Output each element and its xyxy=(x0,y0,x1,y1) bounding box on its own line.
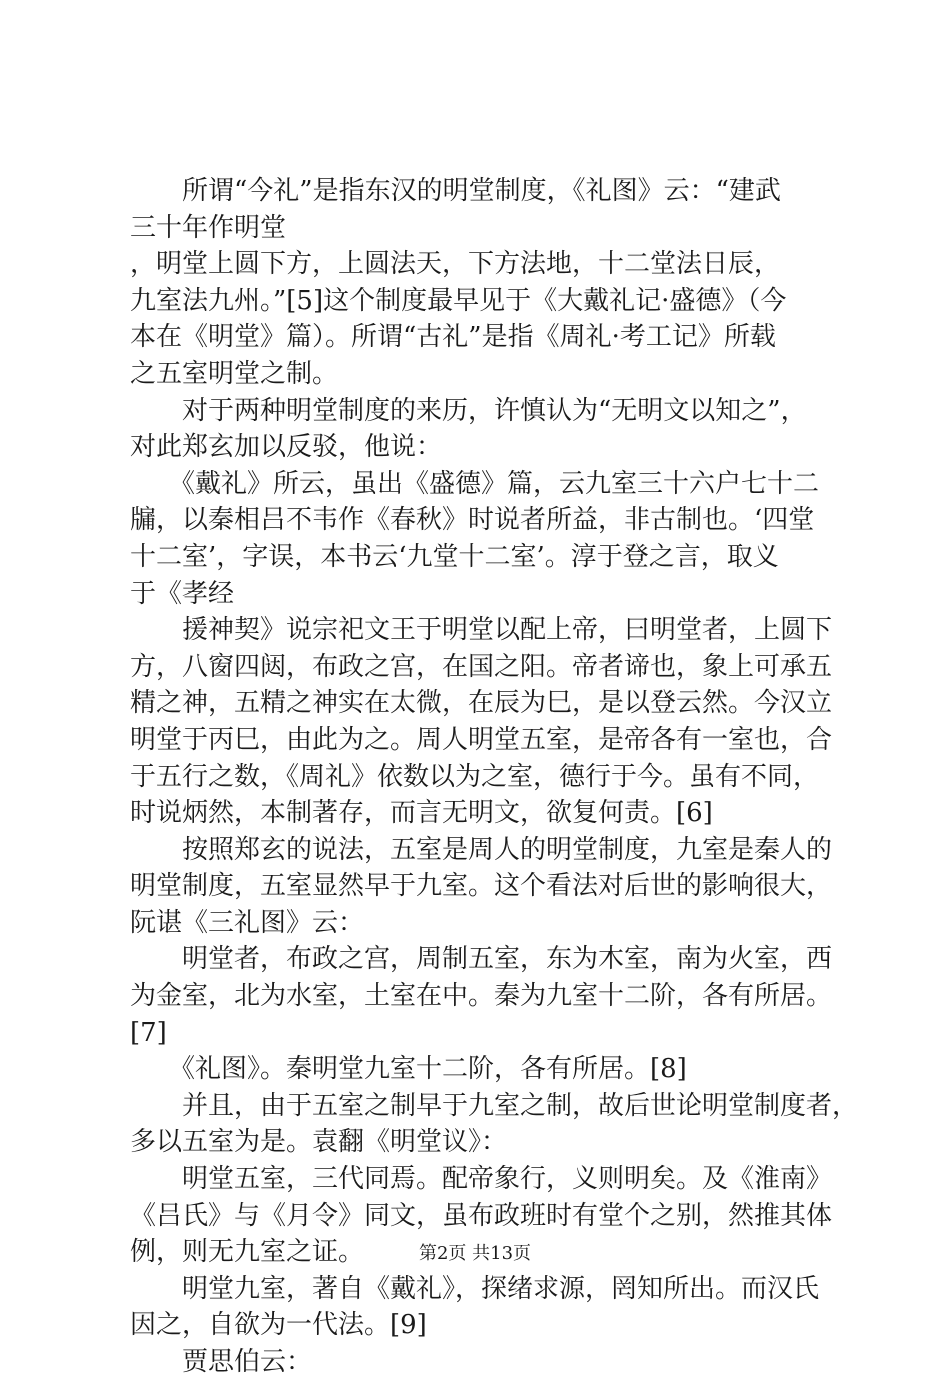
text-line: 《戴礼》所云，虽出《盛德》篇，云九室三十六户七十二 xyxy=(130,468,820,499)
text-line: 对此郑玄加以反驳，他说： xyxy=(130,432,443,463)
text-line: 《礼图》。秦明堂九室十二阶，各有所居。[8] xyxy=(130,1054,687,1085)
text-line: 因之，自欲为一代法。[9] xyxy=(130,1310,427,1341)
text-line: [7] xyxy=(130,1017,167,1048)
text-line: 于五行之数，《周礼》依数以为之室，德行于今。虽有不同， xyxy=(130,761,820,792)
text-line: 时说炳然，本制著存，而言无明文，欲复何责。[6] xyxy=(130,798,713,829)
text-line: 明堂五室，三代同焉。配帝象行，义则明矣。及《淮南》 xyxy=(130,1164,833,1195)
text-line: 明堂者，布政之宫，周制五室，东为木室，南为火室，西 xyxy=(130,944,833,975)
text-line: 多以五室为是。袁翻《明堂议》： xyxy=(130,1127,508,1158)
text-line: 十二室’，字误，本书云‘九堂十二室’。淳于登之言，取义 xyxy=(130,541,779,572)
text-line: 方，八窗四闼，布政之宫，在国之阳。帝者谛也，象上可承五 xyxy=(130,651,833,682)
text-line: 精之神，五精之神实在太微，在辰为巳，是以登云然。今汉立 xyxy=(130,688,833,719)
text-line: 于《孝经 xyxy=(130,578,235,609)
text-line: 《吕氏》与《月令》同文，虽布政班时有堂个之别，然推其体 xyxy=(130,1200,833,1231)
text-line: 并且，由于五室之制早于九室之制，故后世论明堂制度者， xyxy=(130,1090,859,1121)
text-line: 牖，以秦相吕不韦作《春秋》时说者所益，非古制也。‘四堂 xyxy=(130,505,815,536)
text-line: 明堂于丙巳，由此为之。周人明堂五室，是帝各有一室也，合 xyxy=(130,724,833,755)
text-line: 本在《明堂》篇）。所谓“古礼”是指《周礼·考工记》所载 xyxy=(130,322,776,353)
page-number-footer: 第2页 共13页 xyxy=(418,1243,532,1264)
text-line: 之五室明堂之制。 xyxy=(130,358,339,389)
text-line: 阮谌《三礼图》云： xyxy=(130,907,365,938)
text-line: 为金室，北为水室，土室在中。秦为九室十二阶，各有所居。 xyxy=(130,981,833,1012)
text-line: 九室法九州。”[5]这个制度最早见于《大戴礼记·盛德》（今 xyxy=(130,285,787,316)
text-line: 例，则无九室之证。 xyxy=(130,1237,365,1268)
text-line: 所谓“今礼”是指东汉的明堂制度，《礼图》云：“建武 xyxy=(130,176,781,206)
document-body xyxy=(130,173,859,1381)
text-line: 三十年作明堂 xyxy=(130,212,287,243)
text-line: 对于两种明堂制度的来历，许慎认为“无明文以知之”， xyxy=(130,395,807,426)
text-line: 明堂九室，著自《戴礼》，探绪求源，罔知所出。而汉氏 xyxy=(130,1273,820,1304)
text-line: 明堂制度，五室显然早于九室。这个看法对后世的影响很大， xyxy=(130,871,833,902)
text-line: 援神契》说宗祀文王于明堂以配上帝，曰明堂者，上圆下 xyxy=(130,615,833,646)
text-line: 贾思伯云： xyxy=(130,1347,313,1377)
text-line: 按照郑玄的说法，五室是周人的明堂制度，九室是秦人的 xyxy=(130,834,833,865)
text-line: ，明堂上圆下方，上圆法天，下方法地，十二堂法日辰， xyxy=(130,249,781,280)
